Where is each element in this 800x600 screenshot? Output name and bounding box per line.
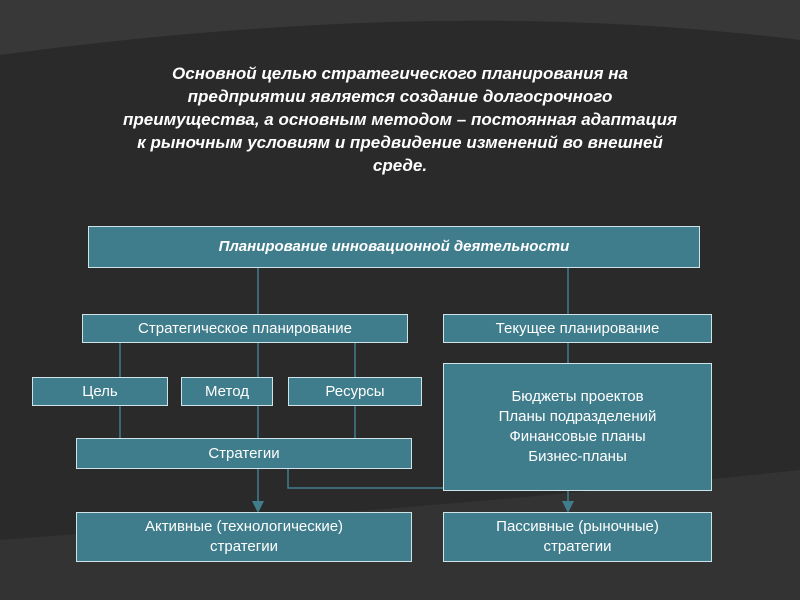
passive-strategies-box [443,512,712,562]
active-strategies-box [76,512,412,562]
current-planning-label: Текущее планирование [495,319,660,337]
budgets-line: Финансовые планы [509,428,646,445]
current-planning-box [443,314,712,343]
root-label: Планирование инновационной деятельности [218,238,570,255]
resources-box [288,377,422,406]
strategic-planning-label: Стратегическое планирование [138,319,352,337]
root-box [88,226,700,268]
active-strategies-line: Активные (технологические) [144,518,344,535]
budgets-line: Планы подразделений [498,408,657,425]
heading-line: предприятии является создание долгосрочного [187,87,613,106]
budgets-box [443,363,712,491]
goal-label: Цель [82,382,118,400]
active-strategies-line: стратегии [210,538,278,555]
passive-strategies-line: стратегии [543,538,612,555]
method-label: Метод [205,382,249,400]
heading-line: преимущества, а основным методом – постоянная адаптация [123,110,677,129]
budgets-line: Бизнес-планы [528,448,627,465]
budgets-line: Бюджеты проектов [511,388,644,405]
resources-label: Ресурсы [325,382,385,400]
strategic-planning-box [82,314,408,343]
strategies-label: Стратегии [208,444,280,462]
method-box [181,377,273,406]
heading-line: к рыночным условиям и предвидение изменений во внешней [137,133,663,152]
heading-line: Основной целью стратегического планирования на [172,64,628,83]
goal-box [32,377,168,406]
heading-line: среде. [372,156,428,175]
strategies-box [76,438,412,469]
passive-strategies-line: Пассивные (рыночные) [496,518,659,535]
